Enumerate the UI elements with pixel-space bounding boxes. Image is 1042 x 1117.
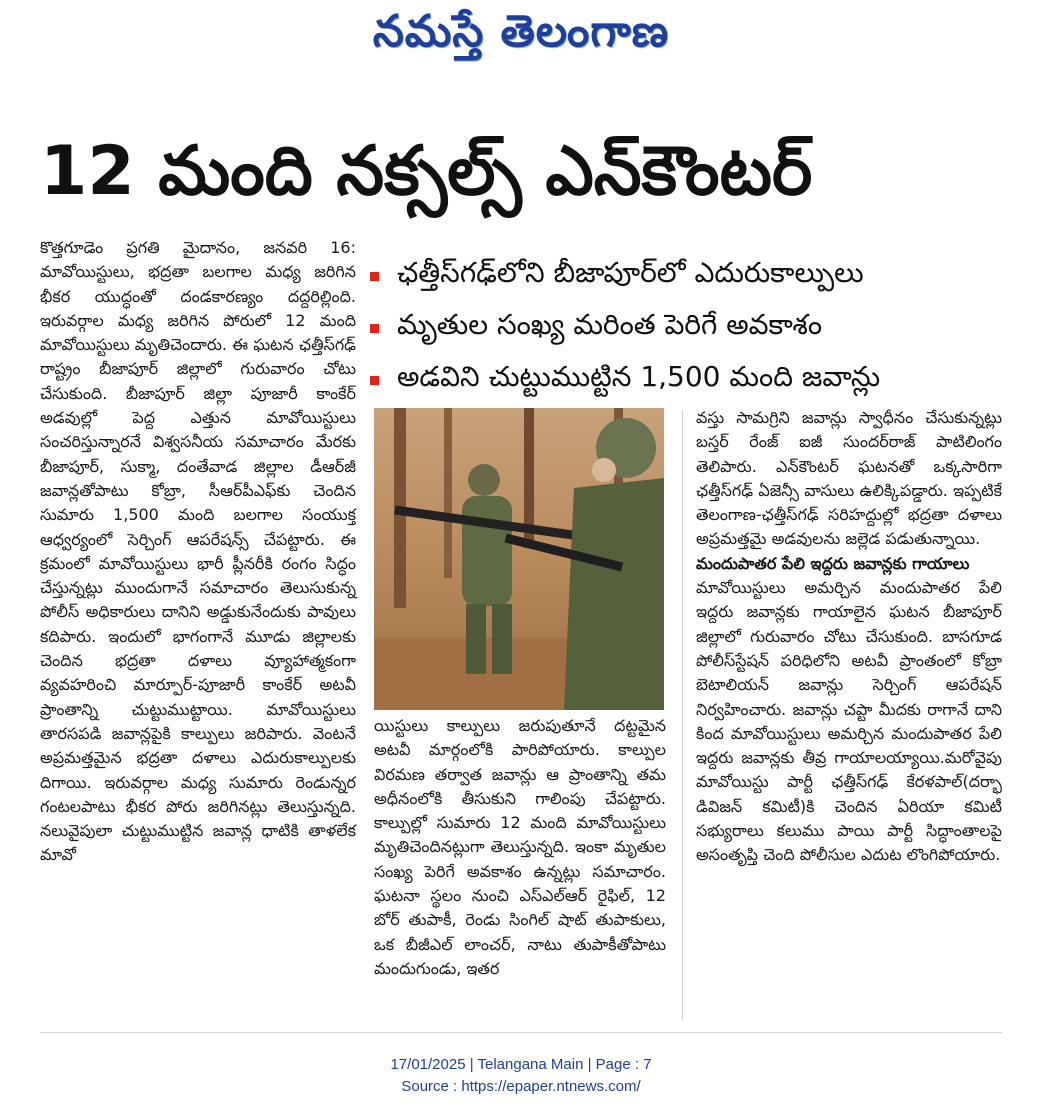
soldiers-with-rifles-photo	[374, 408, 664, 710]
bullet-item	[370, 302, 1010, 354]
article-column-2	[374, 714, 666, 981]
bullet-square-icon	[370, 376, 379, 385]
article-paragraph: యిస్టులు కాల్పులు జరుపుతూనే దట్టమైన అటవీ మార్గంలోకి పారిపోయారు. కాల్పుల విరమణ తర్వాత జవాన్లు ఆ ప్రాంతాన్ని తమ అధీనంలోకి తీసుకుని గాలింపు చేపట్టారు. కాల్పుల్లో సుమారు 12 మంది మావోయిస్టులు మృతిచెందినట్లుగా తెలుస్తున్నది. ఇంకా మృతుల సంఖ్య పెరిగే అవకాశం ఉన్నట్లు సమాచారం. ఘటనా స్థలం నుంచి ఎస్‌ఎల్‌ఆర్ రైఫిల్, 12 బోర్ తుపాకీ, రెండు సింగిల్ షాట్ తుపాకులు, ఒక బీజీఎల్ లాంచర్, నాటు తుపాకీతోపాటు మందుగుండు, ఇతర	[374, 716, 666, 978]
bullet-list	[370, 250, 1010, 406]
article-paragraph: మావోయిస్టులు అమర్చిన మందుపాతర పేలి ఇద్దరు జవాన్లకు గాయాలైన ఘటన బీజాపూర్ జిల్లాలో గురువారం చోటు చేసుకుంది. బాసగూడ పోలీస్‌స్టేషన్ పరిధిలోని అటవీ ప్రాంతంలో కోబ్రా బెటాలియన్ జవాన్లు సెర్చింగ్ ఆపరేషన్ నిర్వహించారు. జవాన్లు చప్టా మీదకు రాగానే దాని కింద మావోయిస్టులు అమర్చిన మందుపాతర పేలి ఇద్దరు జవాన్లకు తీవ్ర గాయాలయ్యాయి.మరోవైపు మావోయిస్టు పార్టీ ఛత్తీస్‌గఢ్ కేరళపాల్(దర్భా డివిజన్ కమిటీ)కి చెందిన ఏరియా కమిటీ సభ్యురాలు కలుము పాయి పార్టీ సిద్ధాంతాలపై అసంతృప్తి చెంది పోలీసుల ఎదుట లొంగిపోయారు.	[696, 578, 1002, 865]
article-column-1	[40, 236, 356, 868]
bullet-square-icon	[370, 272, 379, 281]
article-subheading: మందుపాతర పేలి ఇద్దరు జవాన్లకు గాయాలు	[696, 553, 970, 573]
masthead-logo: నమస్తే తెలంగాణ	[372, 6, 670, 57]
article-column-3	[696, 406, 1002, 868]
article-paragraph: కొత్తగూడెం ప్రగతి మైదానం, జనవరి 16: మావోయిస్టులు, భద్రతా బలగాల మధ్య జరిగిన భీకర యుద్ధంతో దండకారణ్యం దద్దరిల్లింది. ఇరువర్గాల మధ్య జరిగిన పోరులో 12 మంది మావోయిస్టులు మృతిచెందారు. ఈ ఘటన ఛత్తీస్‌గఢ్ రాష్ట్రం బీజాపూర్ జిల్లాలో గురువారం చోటు చేసుకుంది. బీజాపూర్ జిల్లా పూజారీ కాంకేర్ అడవుల్లో పెద్ద ఎత్తున మావోయిస్టులు సంచరిస్తున్నారనే విశ్వసనీయ సమాచారం మేరకు బీజాపూర్, సుక్మా, దంతేవాడ జిల్లాల డీఆర్‌జీ జవాన్లతోపాటు కోబ్రా, సీఆర్‌పీఎఫ్‌కు చెందిన సుమారు 1,500 మంది బలగాల సంయుక్త ఆధ్వర్యంలో సెర్చింగ్ ఆపరేషన్స్ చేపట్టారు. ఈ క్రమంలో మావోయిస్టులు భారీ ప్లీనరీకి రంగం సిద్ధం చేస్తున్నట్లు ముందుగానే సమాచారం తెలుసుకున్న పోలీస్ అధికారులు దానిని అడ్డుకునేందుకు పావులు కదిపారు. ఇందులో భాగంగానే మూడు జిల్లాలకు చెందిన భద్రతా దళాలు వ్యూహాత్మకంగా వ్యవహరించి మార్పూర్-పూజారీ కాంకేర్ అటవీ ప్రాంతాన్ని చుట్టుముట్టాయి. మావోయిస్టులు తారసపడి జవాన్లపైకి కాల్పులు జరిపారు. వెంటనే అప్రమత్తమైన భద్రతా దళాలు ఎదురుకాల్పులకు దిగాయి. ఇరువర్గాల మధ్య సుమారు రెండున్నర గంటలపాటు భీకర పోరు జరిగినట్లు తెలుస్తున్నది. నలువైపులా చుట్టుముట్టిన జవాన్ల ధాటికి తాళలేక మావో	[40, 238, 356, 865]
footer-source-link[interactable]: Source : https://epaper.ntnews.com/	[401, 1078, 641, 1095]
bullet-text: మృతుల సంఖ్య మరింత పెరిగే అవకాశం	[397, 308, 823, 341]
bullet-item	[370, 354, 1010, 406]
bullet-item	[370, 250, 1010, 302]
footer-edition-info: 17/01/2025 | Telangana Main | Page : 7	[390, 1056, 652, 1073]
column-divider	[682, 410, 683, 1020]
headline: 12 మంది నక్సల్స్ ఎన్‌కౌంటర్	[40, 132, 813, 211]
bottom-divider	[40, 1032, 1002, 1033]
bullet-square-icon	[370, 324, 379, 333]
bullet-text: అడవిని చుట్టుముట్టిన 1,500 మంది జవాన్లు	[397, 360, 881, 393]
bullet-text: ఛత్తీస్‌గఢ్‌లోని బీజాపూర్‌లో ఎదురుకాల్పులు	[397, 256, 864, 289]
article-paragraph: వస్తు సామగ్రిని జవాన్లు స్వాధీనం చేసుకున్నట్లు బస్తర్ రేంజ్ ఐజీ సుందర్‌రాజ్ పాటిలింగం తెలిపారు. ఎన్‌కౌంటర్ ఘటనతో ఒక్కసారిగా ఛత్తీస్‌గఢ్ ఏజెన్సీ వాసులు ఉలిక్కిపడ్డారు. ఇప్పటికే తెలంగాణ-ఛత్తీస్‌గఢ్ సరిహద్దుల్లో భద్రతా దళాలు అప్రమత్తమై అడవులను జల్లెడ పడుతున్నాయి.	[696, 408, 1002, 549]
